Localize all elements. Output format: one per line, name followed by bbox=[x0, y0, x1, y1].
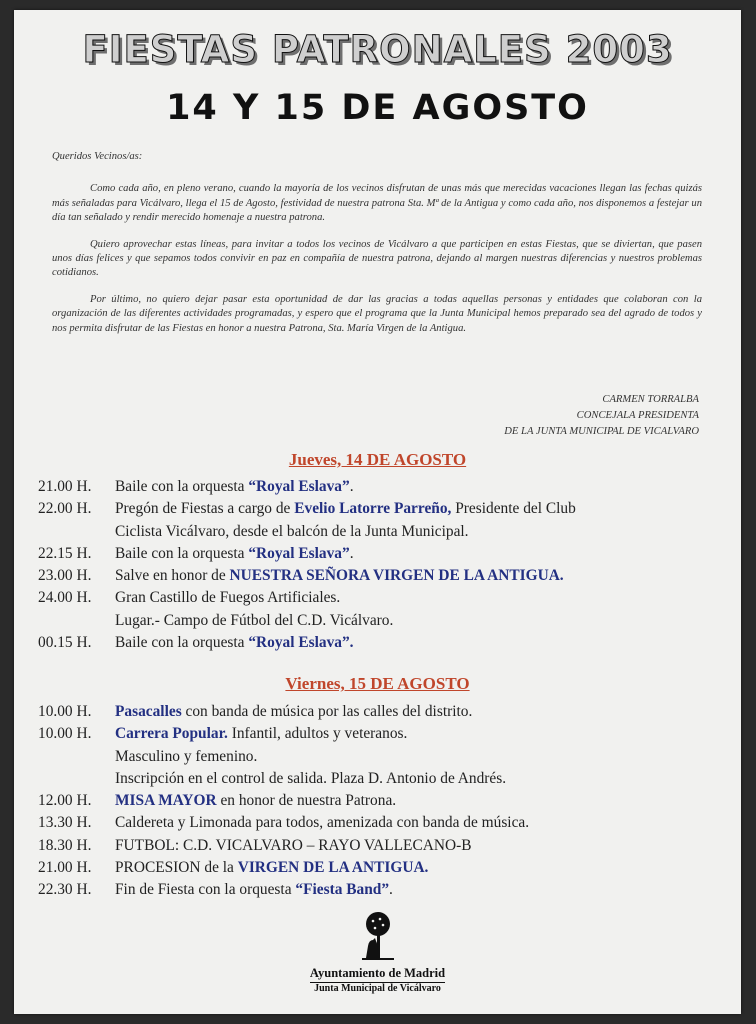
schedule-description bbox=[115, 723, 728, 745]
schedule-description bbox=[115, 476, 728, 498]
schedule-highlight: Pasacalles bbox=[115, 703, 182, 720]
schedule-row bbox=[38, 498, 728, 520]
schedule-description bbox=[115, 610, 728, 632]
schedule-hour: 10.00 H. bbox=[38, 725, 92, 743]
schedule-row bbox=[38, 543, 728, 565]
poster bbox=[14, 10, 741, 1014]
day-heading-friday: Viernes, 15 DE AGOSTO bbox=[285, 674, 470, 693]
schedule-text: Baile con la orquesta bbox=[115, 634, 249, 652]
schedule-description bbox=[115, 857, 728, 879]
schedule-text: Salve en honor de bbox=[115, 567, 230, 585]
schedule-row bbox=[38, 521, 728, 543]
schedule-text: Caldereta y Limonada para todos, amenizada con banda de música. bbox=[115, 814, 530, 832]
schedule-row bbox=[38, 790, 728, 812]
schedule-highlight: “Fiesta Band” bbox=[295, 881, 390, 899]
schedule-hour: 22.00 H. bbox=[38, 500, 92, 518]
schedule-row bbox=[38, 632, 728, 654]
schedule-text: . bbox=[389, 881, 393, 899]
schedule-hour: 00.15 H. bbox=[38, 634, 92, 652]
schedule-hour: 24.00 H. bbox=[38, 589, 92, 607]
schedule-text: Gran Castillo de Fuegos Artificiales. bbox=[115, 589, 341, 607]
schedule-row bbox=[38, 768, 728, 790]
letter-paragraph: Quiero aprovechar estas líneas, para invitar a todos los vecinos de Vicálvaro a que participen en estas Fiestas, que se diviertan, que pasen unos días felices y que sepamos todos convivir en paz en compañía de nuestra patrona, dejando al margen nuestras diferencias y nuestros problemas cotidianos. bbox=[52, 238, 702, 279]
schedule-text: Presidente del Club bbox=[451, 500, 576, 518]
schedule-description bbox=[115, 746, 728, 768]
schedule-row bbox=[38, 746, 728, 768]
schedule-highlight: VIRGEN DE LA ANTIGUA. bbox=[237, 859, 429, 877]
schedule-description bbox=[115, 879, 728, 901]
schedule-text: Infantil, adultos y veteranos. bbox=[227, 725, 408, 743]
signature-name: CARMEN TORRALBA bbox=[602, 394, 699, 405]
schedule-highlight: “Royal Eslava” bbox=[248, 544, 350, 562]
letter-paragraph: Por último, no quiero dejar pasar esta oportunidad de dar las gracias a todas aquellas personas y entidades que colaboran con la organización de las diferentes actividades programadas, y espero que el programa que la Junta Municipal hemos preparado sea del agrado de todos y nos permita disfrutar de las Fiestas en honor a nuestra Patrona, Sta. María Virgen de la Antigua. bbox=[52, 293, 702, 334]
schedule-description bbox=[115, 812, 728, 834]
schedule-row bbox=[38, 723, 728, 745]
page-title: FIESTAS PATRONALES 2003 bbox=[82, 28, 673, 71]
footer-org: Ayuntamiento de Madrid bbox=[310, 966, 445, 983]
schedule-highlight: “Royal Eslava”. bbox=[248, 634, 354, 652]
schedule-row bbox=[38, 879, 728, 901]
bear-and-strawberry-tree-icon bbox=[358, 910, 398, 962]
schedule-text: en honor de nuestra Patrona. bbox=[216, 792, 397, 810]
schedule-highlight: NUESTRA SEÑORA VIRGEN DE LA ANTIGUA. bbox=[229, 567, 564, 585]
day-heading-thursday: Jueves, 14 DE AGOSTO bbox=[288, 450, 467, 469]
schedule-text: con banda de música por las calles del distrito. bbox=[181, 703, 473, 720]
schedule-row bbox=[38, 835, 728, 857]
schedule-highlight: Carrera Popular. bbox=[115, 725, 228, 743]
schedule-description bbox=[115, 632, 728, 654]
footer-logo bbox=[14, 910, 741, 994]
schedule-hour bbox=[38, 610, 115, 632]
schedule-text: PROCESION de la bbox=[115, 859, 238, 877]
schedule-hour: 22.15 H. bbox=[38, 544, 92, 562]
schedule-description bbox=[115, 498, 728, 520]
schedule-text: Baile con la orquesta bbox=[115, 544, 249, 562]
schedule-description bbox=[115, 701, 728, 723]
schedule-text: . bbox=[349, 478, 354, 495]
schedule-description bbox=[115, 543, 728, 565]
schedule-text: Fin de Fiesta con la orquesta bbox=[115, 881, 296, 899]
footer-sub: Junta Municipal de Vicálvaro bbox=[314, 983, 441, 994]
schedule-hour: 22.30 H. bbox=[38, 881, 92, 899]
schedule-description bbox=[115, 790, 728, 812]
schedule-hour: 21.00 H. bbox=[38, 859, 92, 877]
schedule-thursday bbox=[38, 476, 728, 654]
schedule-description bbox=[115, 565, 728, 587]
schedule-hour: 21.00 H. bbox=[38, 478, 92, 495]
schedule-hour: 13.30 H. bbox=[38, 814, 92, 832]
schedule-description bbox=[115, 768, 728, 790]
schedule-hour: 18.30 H. bbox=[38, 836, 92, 854]
schedule-hour bbox=[38, 746, 115, 768]
signature-role: CONCEJALA PRESIDENTA bbox=[576, 410, 699, 421]
schedule-friday bbox=[38, 701, 728, 902]
letter-paragraph: Como cada año, en pleno verano, cuando la mayoría de los vecinos disfrutan de unas más que merecidas vacaciones llegan las fechas quizás más señaladas para Vicálvaro, llega el 15 de Agosto, festividad de nuestra patrona Sta. Mª de la Antigua y como cada año, nos disponemos a festejar un día tan señalado y rendir merecido homenaje a nuestra patrona. bbox=[52, 183, 702, 224]
event-dates: 14 Y 15 DE AGOSTO bbox=[166, 88, 589, 128]
schedule-description bbox=[115, 521, 728, 543]
schedule-text: FUTBOL: C.D. VICALVARO – RAYO VALLECANO-B bbox=[115, 836, 472, 854]
schedule-text: Pregón de Fiestas a cargo de bbox=[115, 500, 295, 518]
schedule-text: Ciclista Vicálvaro, desde el balcón de la Junta Municipal. bbox=[115, 522, 469, 540]
schedule-text: Inscripción en el control de salida. Plaza D. Antonio de Andrés. bbox=[115, 769, 507, 787]
schedule-hour bbox=[38, 768, 115, 790]
schedule-text: Masculino y femenino. bbox=[115, 747, 258, 765]
schedule-row bbox=[38, 476, 728, 498]
schedule-text: Lugar.- Campo de Fútbol del C.D. Vicálvaro. bbox=[115, 611, 394, 629]
schedule-row bbox=[38, 610, 728, 632]
schedule-row bbox=[38, 812, 728, 834]
schedule-highlight: MISA MAYOR bbox=[115, 792, 217, 810]
schedule-description bbox=[115, 835, 728, 857]
schedule-highlight: Evelio Latorre Parreño, bbox=[294, 500, 452, 518]
schedule-description bbox=[115, 587, 728, 609]
schedule-text: . bbox=[349, 544, 354, 562]
schedule-text: Baile con la orquesta bbox=[115, 478, 249, 495]
schedule-hour: 10.00 H. bbox=[38, 703, 92, 720]
schedule-highlight: “Royal Eslava” bbox=[248, 478, 350, 495]
schedule-hour: 12.00 H. bbox=[38, 792, 92, 810]
letter-greeting: Queridos Vecinos/as: bbox=[52, 151, 143, 162]
letter bbox=[52, 150, 702, 348]
schedule-hour: 23.00 H. bbox=[38, 567, 92, 585]
schedule-row bbox=[38, 587, 728, 609]
schedule-hour bbox=[38, 521, 115, 543]
signature-org: DE LA JUNTA MUNICIPAL DE VICALVARO bbox=[504, 426, 699, 437]
schedule-row bbox=[38, 857, 728, 879]
schedule-row bbox=[38, 565, 728, 587]
schedule-row bbox=[38, 701, 728, 723]
signature bbox=[504, 392, 699, 440]
